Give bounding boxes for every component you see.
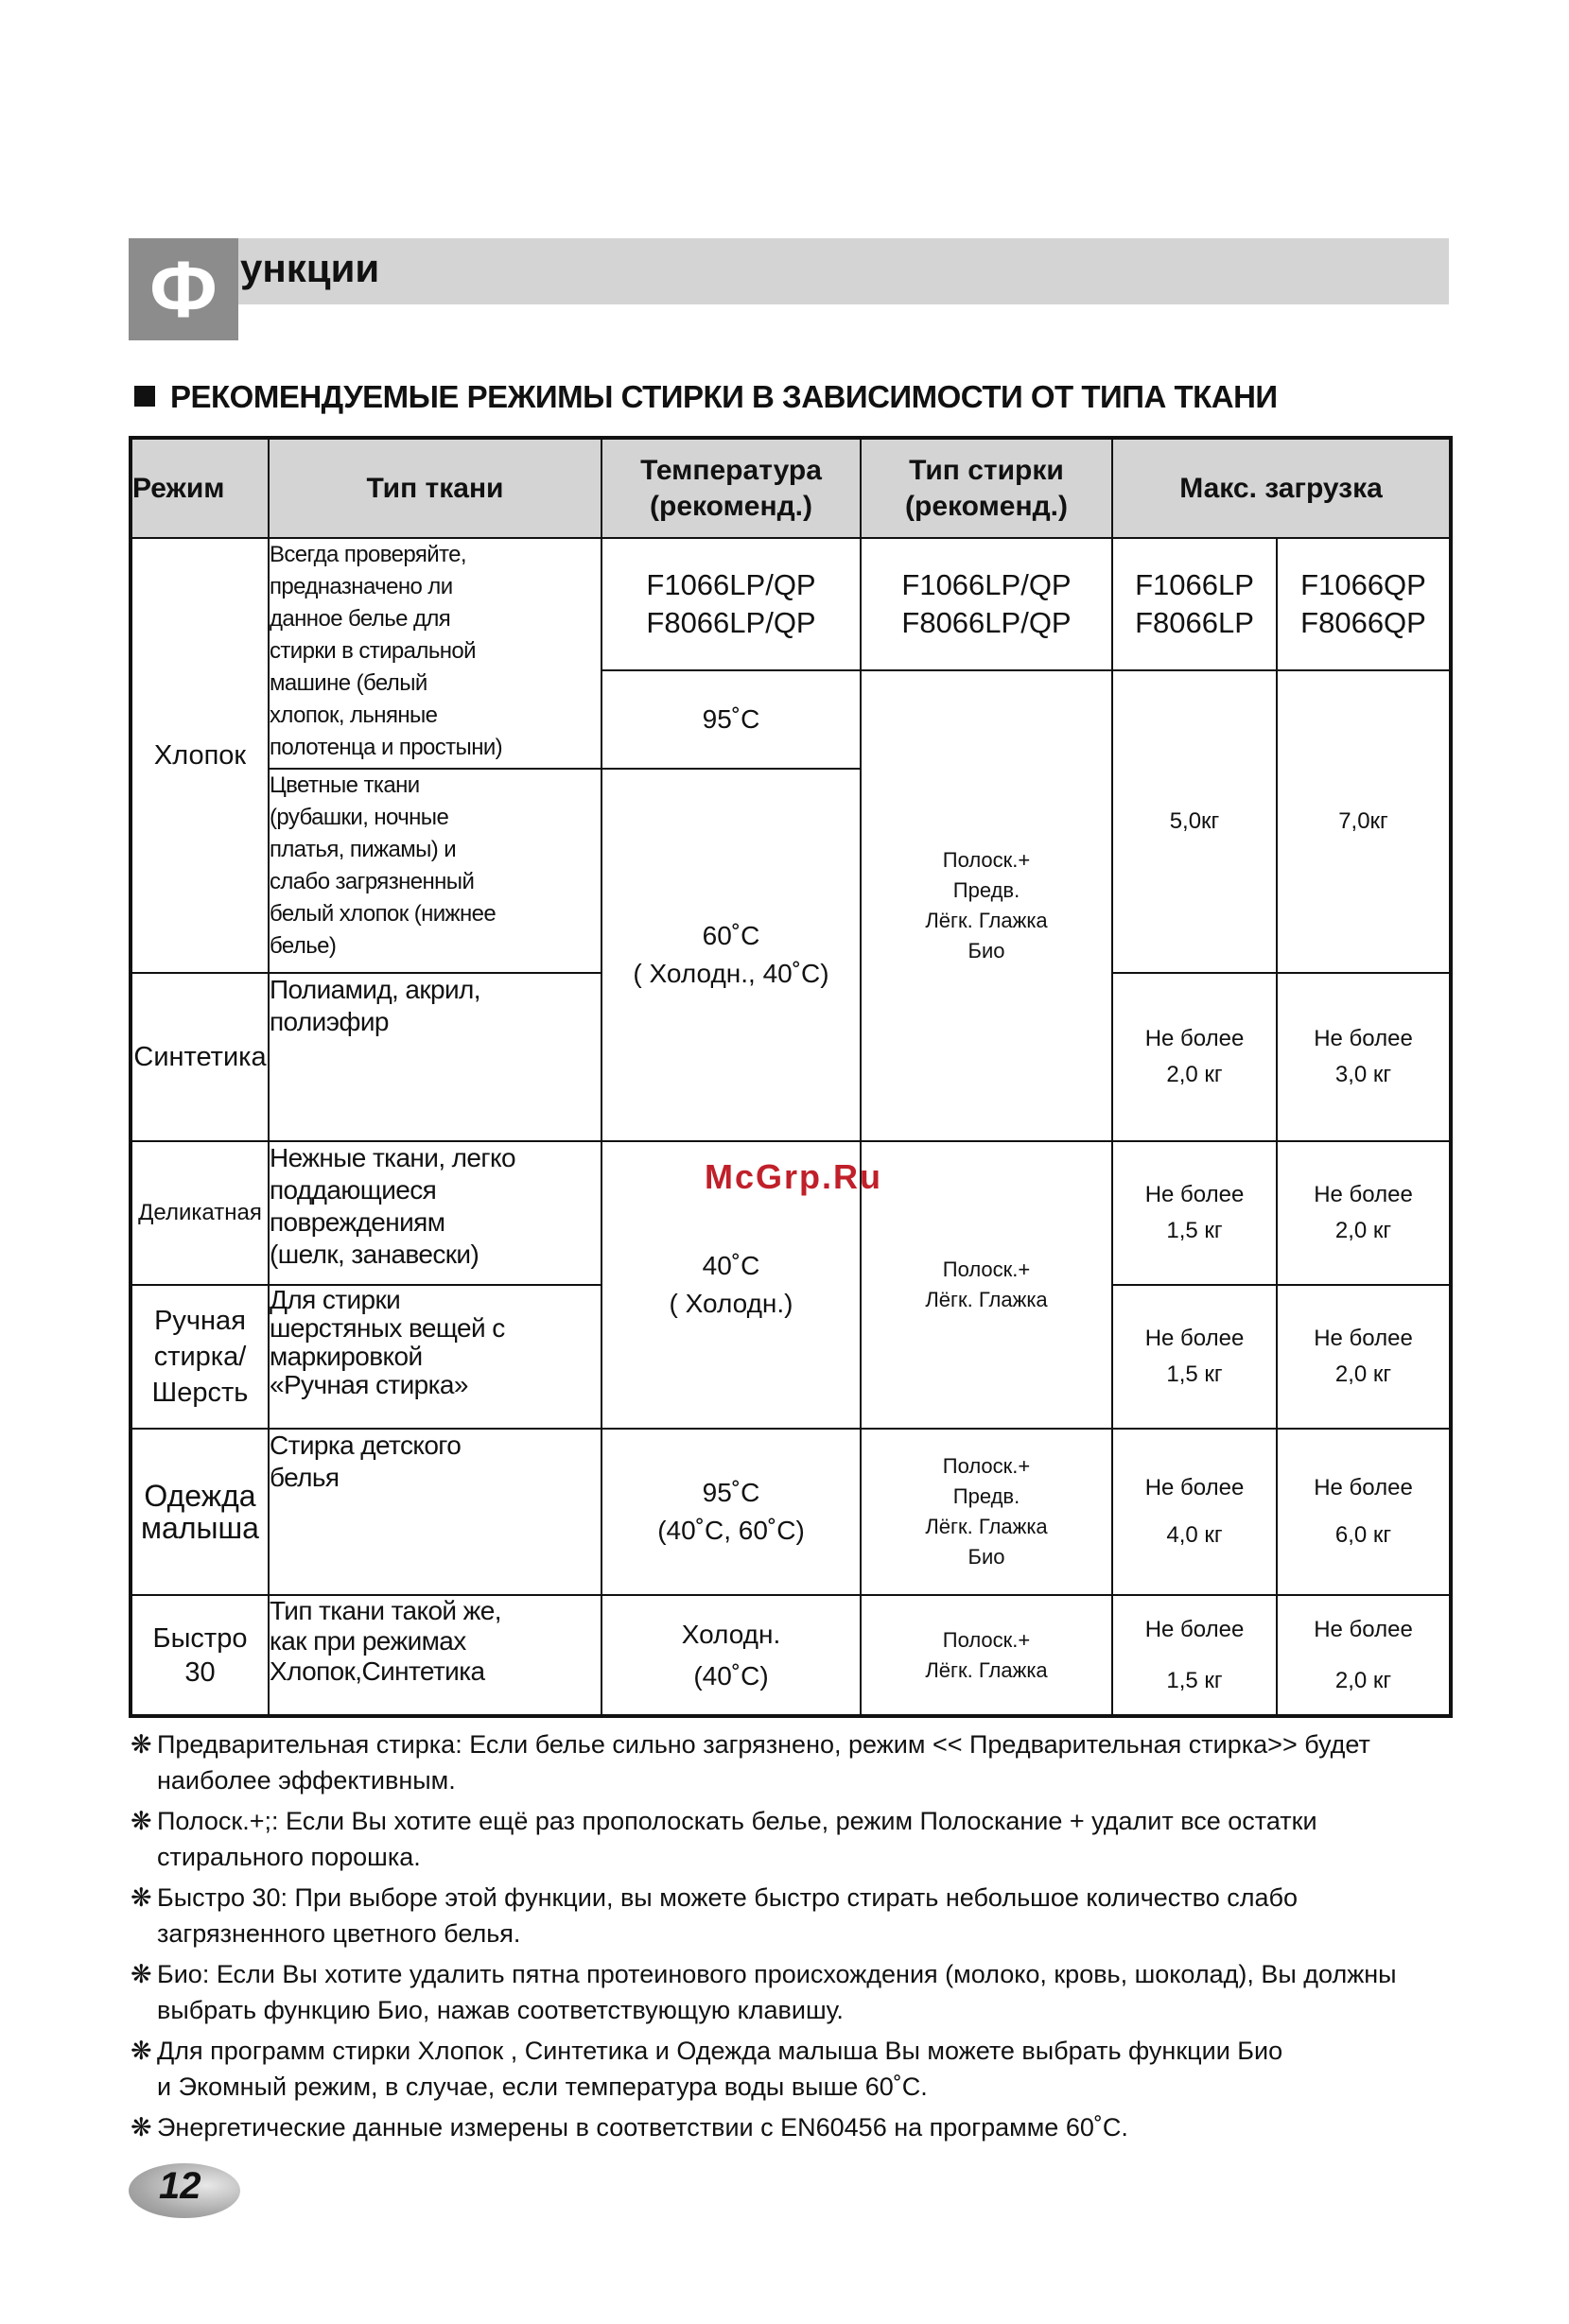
note-item xyxy=(131,1726,1455,1798)
section-title xyxy=(134,376,1278,418)
note-marker-icon: ❋ xyxy=(131,1730,152,1759)
mode-quick30: Быстро 30 xyxy=(131,1595,269,1716)
mode-hand-wool: Ручная стирка/ Шерсть xyxy=(131,1285,269,1429)
notes-list xyxy=(131,1726,1455,2150)
mode-delicate: Деликатная xyxy=(131,1141,269,1285)
mode-baby: Одежда малыша xyxy=(131,1429,269,1595)
table-row xyxy=(131,1595,1451,1716)
temp-cotton-95: 95˚C xyxy=(601,670,861,769)
models-load-qp: F1066QP F8066QP xyxy=(1277,538,1451,670)
fabric-baby: Стирка детского белья xyxy=(269,1429,601,1595)
fabric-hand-wool: Для стирки шерстяных вещей с маркировкой «Ручная стирка» xyxy=(269,1285,601,1429)
mode-cotton: Хлопок xyxy=(131,538,269,973)
temp-baby: 95˚C (40˚C, 60˚C) xyxy=(601,1429,861,1595)
page-number-badge xyxy=(129,2156,242,2218)
load-wool-lp: Не более 1,5 кг xyxy=(1112,1285,1277,1429)
note-item xyxy=(131,2109,1455,2145)
wash-modes-table xyxy=(129,436,1453,1718)
load-delicate-lp: Не более 1,5 кг xyxy=(1112,1141,1277,1285)
table-header-row xyxy=(131,438,1451,538)
load-synthetic-lp: Не более 2,0 кг xyxy=(1112,973,1277,1141)
load-delicate-qp: Не более 2,0 кг xyxy=(1277,1141,1451,1285)
col-header-fabric: Тип ткани xyxy=(269,438,601,538)
note-marker-icon: ❋ xyxy=(131,1960,152,1988)
load-quick30-lp: Не более 1,5 кг xyxy=(1112,1595,1277,1716)
load-synthetic-qp: Не более 3,0 кг xyxy=(1277,973,1451,1141)
note-item xyxy=(131,1956,1455,2028)
note-text: Предварительная стирка: Если белье сильно загрязнено, режим << Предварительная стирка>> будет наиболее эффективным. xyxy=(157,1730,1370,1795)
mode-synthetic: Синтетика xyxy=(131,973,269,1141)
square-bullet-icon xyxy=(134,386,155,407)
header-initial-letter: Ф xyxy=(129,238,238,340)
models-load-lp: F1066LP F8066LP xyxy=(1112,538,1277,670)
note-text: Био: Если Вы хотите удалить пятна протеинового происхождения (молоко, кровь, шоколад), Вы должны выбрать функцию Био, нажав соответствующую клавишу. xyxy=(157,1960,1397,2024)
note-text: Для программ стирки Хлопок , Синтетика и Одежда малыша Вы можете выбрать функции Био и Экомный режим, в случае, если температура воды выше 60˚C. xyxy=(157,2037,1283,2101)
page-number: 12 xyxy=(159,2165,201,2207)
cycle-quick30: Полоск.+ Лёгк. Глажка xyxy=(861,1595,1112,1716)
cycle-delicate-wool: Полоск.+ Лёгк. Глажка xyxy=(861,1141,1112,1429)
load-cotton-lp: 5,0кг xyxy=(1112,670,1277,973)
note-text: Энергетические данные измерены в соответствии с EN60456 на программе 60˚C. xyxy=(157,2113,1128,2142)
watermark: McGrp.Ru xyxy=(705,1157,883,1196)
header-title: ункции xyxy=(240,246,380,290)
fabric-delicate: Нежные ткани, легко поддающиеся повреждениям (шелк, занавески) xyxy=(269,1141,601,1285)
models-temp: F1066LP/QP F8066LP/QP xyxy=(601,538,861,670)
note-item xyxy=(131,1803,1455,1875)
note-marker-icon: ❋ xyxy=(131,2037,152,2065)
note-marker-icon: ❋ xyxy=(131,1883,152,1912)
cycle-baby: Полоск.+ Предв. Лёгк. Глажка Био xyxy=(861,1429,1112,1595)
col-header-temp: Температура (рекоменд.) xyxy=(601,438,861,538)
temp-quick30: Холодн. (40˚C) xyxy=(601,1595,861,1716)
temp-delicate-wool: 40˚C ( Холодн.) xyxy=(601,1141,861,1429)
section-title-text: РЕКОМЕНДУЕМЫЕ РЕЖИМЫ СТИРКИ В ЗАВИСИМОСТИ ОТ ТИПА ТКАНИ xyxy=(170,379,1278,414)
note-text: Полоск.+;: Если Вы хотите ещё раз прополоскать белье, режим Полоскание + удалит все остатки стирального порошка. xyxy=(157,1807,1317,1871)
col-header-cycle: Тип стирки (рекоменд.) xyxy=(861,438,1112,538)
table-row xyxy=(131,538,1451,670)
note-item xyxy=(131,2033,1455,2105)
load-baby-qp: Не более 6,0 кг xyxy=(1277,1429,1451,1595)
temp-cotton-synthetic: 60˚C ( Холодн., 40˚C) xyxy=(601,769,861,1141)
fabric-cotton-white: Всегда проверяйте, предназначено ли данное белье для стирки в стиральной машине (белый хлопок, льняные полотенца и простыни) xyxy=(269,538,601,769)
load-quick30-qp: Не более 2,0 кг xyxy=(1277,1595,1451,1716)
cycle-cotton-synthetic: Полоск.+ Предв. Лёгк. Глажка Био xyxy=(861,670,1112,1141)
col-header-mode: Режим xyxy=(131,438,269,538)
table-row xyxy=(131,1429,1451,1595)
col-header-load: Макс. загрузка xyxy=(1112,438,1451,538)
load-cotton-qp: 7,0кг xyxy=(1277,670,1451,973)
load-baby-lp: Не более 4,0 кг xyxy=(1112,1429,1277,1595)
models-cycle: F1066LP/QP F8066LP/QP xyxy=(861,538,1112,670)
note-text: Быстро 30: При выборе этой функции, вы можете быстро стирать небольшое количество слабо загрязненного цветного белья. xyxy=(157,1883,1298,1948)
note-item xyxy=(131,1880,1455,1951)
note-marker-icon: ❋ xyxy=(131,1807,152,1835)
fabric-cotton-color: Цветные ткани (рубашки, ночные платья, пижамы) и слабо загрязненный белый хлопок (нижнее белье) xyxy=(269,769,601,973)
note-marker-icon: ❋ xyxy=(131,2113,152,2142)
fabric-synthetic: Полиамид, акрил, полиэфир xyxy=(269,973,601,1141)
fabric-quick30: Тип ткани такой же, как при режимах Хлопок,Синтетика xyxy=(269,1595,601,1716)
load-wool-qp: Не более 2,0 кг xyxy=(1277,1285,1451,1429)
